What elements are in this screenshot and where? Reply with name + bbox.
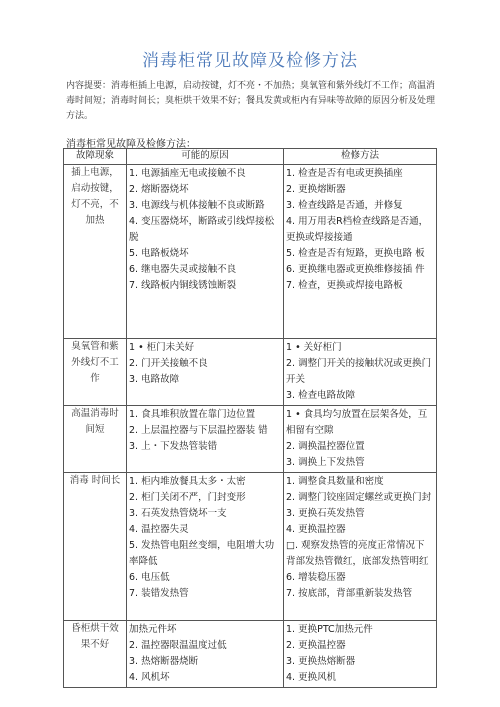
causes-cell bbox=[127, 165, 284, 339]
method-item: 6. 增装稳压器 bbox=[286, 572, 346, 583]
cause-item: 1. 食具堆积放置在靠门边位置 bbox=[129, 409, 256, 420]
cause-item: 3. 石英发热管烧坏一支 bbox=[129, 508, 227, 519]
methods-cell bbox=[284, 339, 437, 406]
cause-item: 3. 电源线与机体接触不良或断路 bbox=[129, 200, 265, 211]
cause-item: 1. 电源插座无电或接触不良 bbox=[129, 168, 246, 179]
method-item: 1 • 关好柜门 bbox=[286, 342, 342, 353]
method-item: 4. 更换风机 bbox=[286, 672, 337, 683]
phenomenon-cell: 高温消毒时间短 bbox=[64, 406, 127, 473]
table-header-row bbox=[64, 149, 437, 165]
method-item: 4. 用万用表R档检查线路是否通，更换或焊接接通 bbox=[286, 216, 429, 243]
method-item: 2. 调整门开关的接触状况或更换门开关 bbox=[286, 358, 432, 385]
cause-item: 2. 柜门关闭不严，门封变形 bbox=[129, 492, 246, 503]
fault-table bbox=[63, 148, 437, 688]
section-label: 消毒柜常见故障及检修方法： bbox=[66, 139, 196, 150]
cause-item: 5. 电路板烧坏 bbox=[129, 248, 189, 259]
summary-paragraph: 内容提要：消毒柜插上电源，启动按键，灯不亮・不加热；臭氧管和紫外线灯不工作；高温消毒时间短；消毒时间长；臭柜烘干效果不好；餐具发黄或柜内有异味等故障的原因分析及处理方法。 bbox=[66, 81, 436, 121]
causes-cell bbox=[127, 406, 284, 473]
cause-item: 7. 装错发热管 bbox=[129, 588, 189, 599]
method-item: 1. 调整食具数量和密度 bbox=[286, 476, 384, 487]
cause-item: 4. 变压器烧坏，断路或引线焊接松脱 bbox=[129, 216, 275, 243]
table-row bbox=[64, 165, 437, 339]
table-row bbox=[64, 339, 437, 406]
method-item: 1. 检查是否有电或更换插座 bbox=[286, 168, 403, 179]
method-item: □. 观察发热管的亮度正常情况下背部发热管微红，底部发热管明红 bbox=[286, 540, 429, 567]
causes-cell bbox=[127, 473, 284, 621]
cause-item: 4. 温控器失灵 bbox=[129, 524, 189, 535]
cause-item: 4. 风机坏 bbox=[129, 672, 170, 683]
cause-item: 1. 柜内堆放餐具太多・太密 bbox=[129, 476, 246, 487]
cause-item: 3. 热熔断器烧断 bbox=[129, 656, 199, 667]
method-item: 4. 更换温控器 bbox=[286, 524, 346, 535]
cause-item: 5. 发热管电阻丝变细，电阻增大功率降低 bbox=[129, 540, 275, 567]
causes-cell bbox=[127, 621, 284, 688]
methods-cell bbox=[284, 406, 437, 473]
cause-item: 加热元件坏 bbox=[129, 624, 177, 635]
header-methods: 检修方法 bbox=[284, 149, 437, 165]
cause-item: 2. 熔断器烧坏 bbox=[129, 184, 189, 195]
method-item: 3. 调换上下发热管 bbox=[286, 457, 365, 468]
method-item: 3. 更换热熔断器 bbox=[286, 656, 356, 667]
table-row bbox=[64, 406, 437, 473]
cause-item: 3. 电路故障 bbox=[129, 374, 180, 385]
phenomenon-cell: 昏柜烘干效果不好 bbox=[64, 621, 127, 688]
method-item: 6. 更换继电器或更换维修接插 件 bbox=[286, 264, 425, 275]
phenomenon-cell: 臭氧管和紫外线灯不工作 bbox=[64, 339, 127, 406]
header-causes: 可能的原因 bbox=[127, 149, 284, 165]
method-item: 2. 更换熔断器 bbox=[286, 184, 346, 195]
document-title: 消毒柜常见故障及检修方法 bbox=[142, 51, 358, 71]
method-item: 7. 检查，更换或焊接电路板 bbox=[286, 280, 403, 291]
method-item: 2. 调整门铰座固定螺丝或更换门封 bbox=[286, 492, 432, 503]
cause-item: 6. 继电器失灵或接触不良 bbox=[129, 264, 237, 275]
methods-cell bbox=[284, 621, 437, 688]
methods-cell bbox=[284, 165, 437, 339]
causes-cell bbox=[127, 339, 284, 406]
method-item: 5. 检查是否有短路，更换电路 板 bbox=[286, 248, 425, 259]
cause-item: 3. 上・下发热管装错 bbox=[129, 441, 218, 452]
phenomenon-cell: 消毒 时间长 bbox=[64, 473, 127, 621]
cause-item: 2. 上层温控器与下层温控器装 错 bbox=[129, 425, 268, 436]
cause-item: 2. 门开关接触不良 bbox=[129, 358, 208, 369]
phenomenon-cell: 插上电源，启动按键，灯不亮，不加热 bbox=[64, 165, 127, 339]
table-row bbox=[64, 473, 437, 621]
methods-cell bbox=[284, 473, 437, 621]
method-item: 2. 更换温控器 bbox=[286, 640, 346, 651]
method-item: 3. 更换石英发热管 bbox=[286, 508, 365, 519]
method-item: 3. 检查线路是否通，并修复 bbox=[286, 200, 403, 211]
method-item: 1. 更换PTC加热元件 bbox=[286, 624, 373, 635]
cause-item: 7. 线路板内铜线锈蚀断裂 bbox=[129, 280, 237, 291]
header-phenomenon: 故障现象 bbox=[64, 149, 127, 165]
method-item: 2. 调换温控器位置 bbox=[286, 441, 365, 452]
cause-item: 2. 温控器限温温度过低 bbox=[129, 640, 227, 651]
cause-item: 1 • 柜门未关好 bbox=[129, 342, 195, 353]
method-item: 1 • 食具均匀放置在层架各处，互相留有空隙 bbox=[286, 409, 428, 436]
method-item: 7. 按底部，背部重新装发热管 bbox=[286, 588, 413, 599]
table-row bbox=[64, 621, 437, 688]
cause-item: 6. 电压低 bbox=[129, 572, 170, 583]
method-item: 3. 检查电路故障 bbox=[286, 390, 356, 401]
